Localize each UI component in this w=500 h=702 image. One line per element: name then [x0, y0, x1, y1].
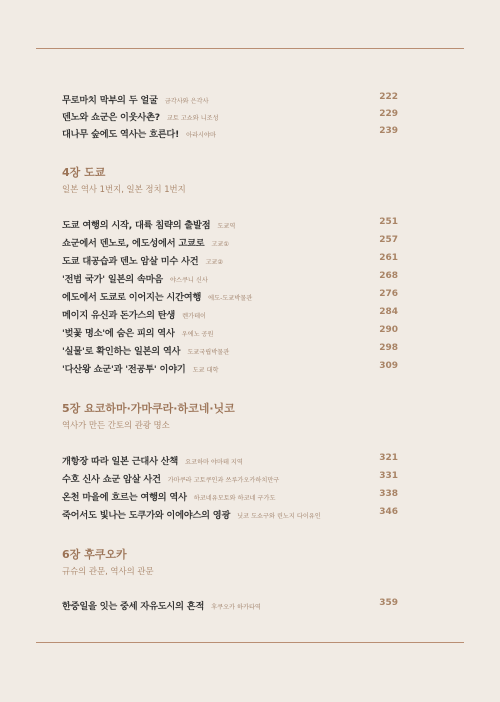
toc-entry[interactable]: [62, 507, 398, 523]
toc-entry[interactable]: [62, 217, 398, 233]
entry-page-number: 251: [379, 217, 398, 227]
chapter-heading[interactable]: 4장 도쿄: [62, 166, 106, 179]
entry-title: 에도에서 도쿄로 이어지는 시간여행: [62, 292, 202, 303]
entry-location: 교토 고쇼와 니조성: [166, 115, 219, 122]
entry-title: 무로마치 막부의 두 얼굴: [62, 95, 158, 106]
toc-entry[interactable]: [62, 109, 398, 125]
entry-page-number: 346: [379, 507, 398, 517]
toc-entry[interactable]: [62, 343, 398, 359]
entry-page-number: 229: [379, 109, 398, 119]
entry-title: 죽어서도 빛나는 도쿠가와 이에야스의 영광: [62, 510, 231, 521]
toc-entry[interactable]: [62, 471, 398, 487]
entry-title: 덴노와 쇼군은 이웃사촌?: [62, 112, 160, 123]
entry-location: 후쿠오카 하카타역: [211, 604, 261, 611]
entry-title: '다산왕 쇼군'과 '전공투' 이야기: [62, 364, 186, 375]
toc-entry[interactable]: [62, 489, 398, 505]
entry-location: 하코네유모토와 하코네 구가도: [193, 495, 276, 502]
entry-page-number: 268: [379, 271, 398, 281]
entry-page-number: 338: [379, 489, 398, 499]
entry-title: '벚꽃 명소'에 숨은 피의 역사: [62, 328, 175, 339]
toc-entry[interactable]: [62, 307, 398, 323]
entry-location: 고쿄①: [211, 241, 229, 248]
entry-location: 야스쿠니 신사: [169, 277, 208, 284]
entry-title: 쇼군에서 덴노로, 에도성에서 고쿄로: [62, 238, 205, 249]
entry-page-number: 261: [379, 253, 398, 263]
toc-entry[interactable]: [62, 289, 398, 305]
entry-title: '전범 국가' 일본의 속마음: [62, 274, 163, 285]
toc-entry[interactable]: [62, 253, 398, 269]
toc-entry[interactable]: [62, 325, 398, 341]
entry-page-number: 276: [379, 289, 398, 299]
entry-page-number: 239: [379, 126, 398, 136]
bottom-divider: [36, 642, 464, 643]
entry-page-number: 284: [379, 307, 398, 317]
entry-page-number: 321: [379, 453, 398, 463]
entry-location: 우에노 공원: [181, 331, 214, 338]
entry-location: 도쿄국립박물관: [187, 349, 230, 356]
entry-location: 아라시야마: [186, 132, 216, 139]
entry-title: 개항장 따라 일본 근대사 산책: [62, 456, 179, 467]
entry-title: 대나무 숲에도 역사는 흐른다!: [62, 129, 180, 140]
chapter-subtitle: 일본 역사 1번지, 일본 정치 1번지: [62, 184, 186, 194]
entry-page-number: 222: [379, 92, 398, 102]
entry-page-number: 309: [379, 361, 398, 371]
entry-title: 메이지 유신과 돈가스의 탄생: [62, 310, 176, 321]
toc-entry[interactable]: [62, 271, 398, 287]
chapter-heading[interactable]: 6장 후쿠오카: [62, 548, 127, 561]
entry-page-number: 331: [379, 471, 398, 481]
entry-page-number: 290: [379, 325, 398, 335]
entry-page-number: 298: [379, 343, 398, 353]
entry-location: 도쿄 대학: [192, 367, 219, 374]
entry-location: 닛코 도쇼구와 린노지 다이유인: [237, 513, 321, 520]
entry-location: 렌가테이: [182, 313, 207, 320]
toc-entry[interactable]: [62, 235, 398, 251]
toc-entry[interactable]: [62, 126, 398, 142]
chapter-heading[interactable]: 5장 요코하마·가마쿠라·하코네·닛코: [62, 402, 235, 415]
entry-title: 수호 신사 쇼군 암살 사건: [62, 474, 161, 485]
chapter-subtitle: 규슈의 관문, 역사의 관문: [62, 566, 154, 576]
entry-location: 금각사와 은각사: [164, 98, 209, 105]
toc-entry[interactable]: [62, 598, 398, 614]
toc-entry[interactable]: [62, 361, 398, 377]
entry-title: 온천 마을에 흐르는 여행의 역사: [62, 492, 187, 503]
entry-title: '실물'로 확인하는 일본의 역사: [62, 346, 181, 357]
entry-page-number: 359: [379, 598, 398, 608]
entry-title: 도쿄 대공습과 덴노 암살 미수 사건: [62, 256, 199, 267]
toc-entry[interactable]: [62, 92, 398, 108]
entry-location: 요코하마 야마테 지역: [185, 459, 243, 466]
toc-entry[interactable]: [62, 453, 398, 469]
entry-title: 도쿄 여행의 시작, 대륙 침략의 출발점: [62, 220, 211, 231]
entry-location: 가마쿠라 고토쿠인과 쓰루가오카하치만구: [167, 477, 280, 484]
entry-location: 고쿄②: [205, 259, 223, 266]
chapter-subtitle: 역사가 만든 간토의 관광 명소: [62, 420, 170, 430]
entry-title: 한중일을 잇는 중세 자유도시의 흔적: [62, 601, 205, 612]
entry-location: 에도-도쿄박물관: [208, 295, 253, 302]
entry-location: 도쿄역: [217, 223, 236, 230]
top-divider: [36, 48, 464, 49]
entry-page-number: 257: [379, 235, 398, 245]
